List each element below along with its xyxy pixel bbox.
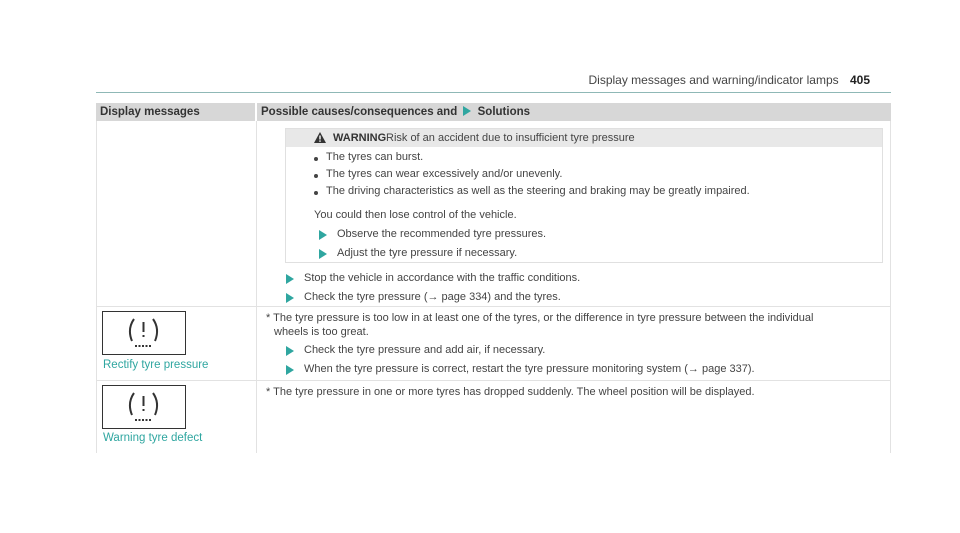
warning-bullet: The tyres can wear excessively and/or unevenly. <box>326 168 563 180</box>
warning-note: You could then lose control of the vehicle. <box>314 209 517 221</box>
warning-label: WARNING <box>333 132 387 144</box>
teal-arrow-icon <box>286 293 294 303</box>
warning-bullet: The tyres can burst. <box>326 151 424 163</box>
warning-header <box>286 129 882 147</box>
tyre-pressure-display <box>102 311 186 355</box>
solution-step: Check the tyre pressure (→ page 334) and the tyres. <box>304 291 561 303</box>
table-border-left <box>96 121 97 453</box>
warning-triangle-icon <box>314 132 326 143</box>
warning-bullet: The driving characteristics as well as the steering and braking may be greatly impaired. <box>326 185 750 197</box>
tyre-defect-display <box>102 385 186 429</box>
teal-arrow-icon <box>319 230 327 240</box>
rectify-tyre-pressure-label: Rectify tyre pressure <box>103 359 209 371</box>
defect-description: * The tyre pressure in one or more tyres has dropped suddenly. The wheel position will be displayed. <box>266 386 755 398</box>
bullet-icon <box>314 174 318 178</box>
section-title: Display messages and warning/indicator lamps <box>588 73 839 87</box>
row-divider <box>96 380 891 381</box>
column-header-causes-label: Possible causes/consequences and <box>261 106 458 118</box>
solution-step: Check the tyre pressure and add air, if necessary. <box>304 344 546 356</box>
warning-step: Adjust the tyre pressure if necessary. <box>337 247 518 259</box>
column-header-solutions-label: Solutions <box>477 106 531 118</box>
warning-box <box>285 128 883 263</box>
bullet-icon <box>314 157 318 161</box>
warning-text: Risk of an accident due to insufficient tyre pressure <box>386 132 635 144</box>
column-header-causes-solutions <box>257 103 891 121</box>
rectify-description-cont: wheels is too great. <box>274 326 369 338</box>
column-divider <box>256 121 257 453</box>
header-divider <box>96 92 891 93</box>
warning-step: Observe the recommended tyre pressures. <box>337 228 547 240</box>
column-header-display-messages: Display messages <box>96 103 255 121</box>
rectify-description: * The tyre pressure is too low in at least one of the tyres, or the difference in tyre pressure between the individual <box>266 312 814 324</box>
teal-arrow-icon <box>286 365 294 375</box>
bullet-icon <box>314 191 318 195</box>
teal-arrow-icon <box>286 346 294 356</box>
warning-tyre-defect-label: Warning tyre defect <box>103 432 203 444</box>
running-header <box>589 73 871 87</box>
table-border-right <box>890 121 891 453</box>
page-number: 405 <box>849 73 870 87</box>
teal-arrow-icon <box>286 274 294 284</box>
tyre-pressure-warning-icon <box>103 312 184 353</box>
teal-arrow-icon <box>319 249 327 259</box>
display-messages-table <box>96 103 891 453</box>
solution-step: Stop the vehicle in accordance with the traffic conditions. <box>304 272 581 284</box>
solutions-arrow-icon <box>463 106 471 116</box>
solution-step: When the tyre pressure is correct, restart the tyre pressure monitoring system (→ page 337). <box>304 363 755 375</box>
row-divider <box>96 306 891 307</box>
tyre-pressure-warning-icon <box>103 386 184 427</box>
